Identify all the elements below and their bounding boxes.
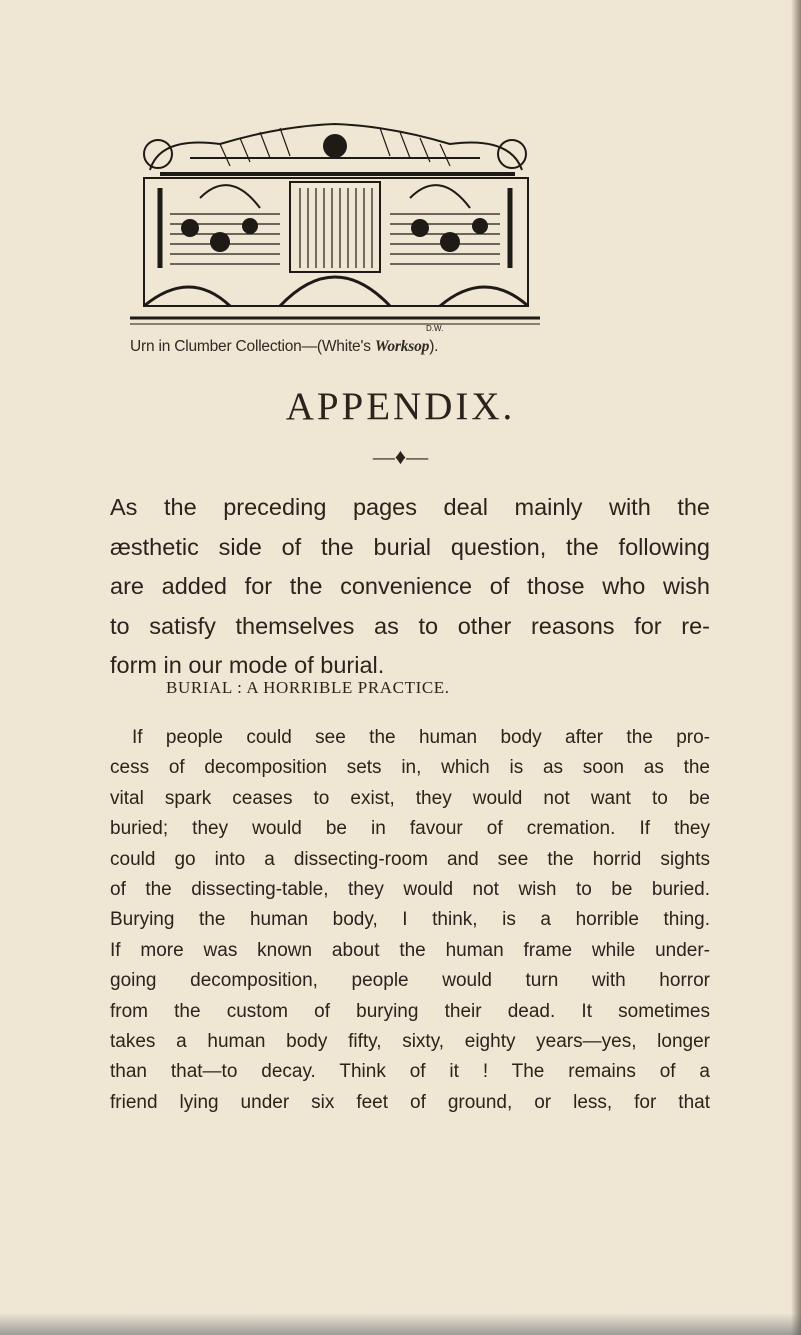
caption-text: Urn in Clumber Collection—(White's <box>130 338 375 355</box>
page-title: APPENDIX. <box>285 385 516 428</box>
text-line: takes a human body fifty, sixty, eighty years—yes, longer <box>110 1031 710 1053</box>
text-line: If people could see the human body after the pro- <box>132 727 710 748</box>
text-line: form in our mode of burial. <box>110 652 385 678</box>
section-heading: BURIAL : A HORRIBLE PRACTICE. <box>166 678 450 697</box>
page-bottom-edge <box>0 1313 801 1335</box>
text-line: æsthetic side of the burial question, the following <box>110 533 710 560</box>
text-line: buried; they would be in favour of cremation. If they <box>110 818 710 840</box>
ornament-divider: —♦— <box>372 444 429 469</box>
text-line: from the custom of burying their dead. It sometimes <box>110 1000 710 1022</box>
plate-mark: D.W. <box>426 324 444 333</box>
intro-paragraph <box>110 488 710 686</box>
urn-illustration <box>130 118 540 334</box>
text-line: As the preceding pages deal mainly with the <box>110 494 710 520</box>
text-line: cess of decomposition sets in, which is as soon as the <box>110 757 710 779</box>
text-line: could go into a dissecting-room and see the horrid sights <box>110 848 710 870</box>
text-line: going decomposition, people would turn with horror <box>110 970 710 992</box>
text-line: are added for the convenience of those who wish <box>110 573 710 599</box>
text-line: If more was known about the human frame while under- <box>110 939 710 961</box>
text-line: than that—to decay. Think of it ! The remains of a <box>110 1061 710 1083</box>
figure-caption <box>130 338 570 356</box>
caption-end: ). <box>429 338 439 355</box>
caption-place: Worksop <box>374 338 430 355</box>
page-edge-shadow <box>791 0 801 1335</box>
text-line: of the dissecting-table, they would not wish to be buried. <box>110 879 710 901</box>
text-line: vital spark ceases to exist, they would not want to be <box>110 787 710 809</box>
text-line: to satisfy themselves as to other reasons for re- <box>110 612 710 639</box>
text-line: Burying the human body, I think, is a horrible thing. <box>110 909 710 931</box>
body-paragraph <box>110 723 710 1118</box>
text-line: friend lying under six feet of ground, or less, for that <box>110 1091 710 1113</box>
